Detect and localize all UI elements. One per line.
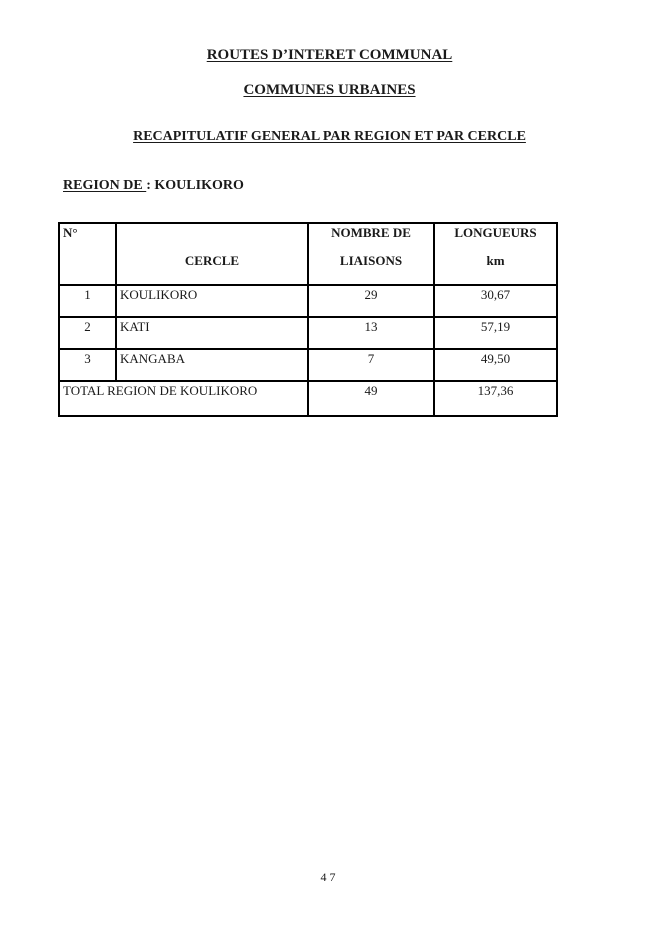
table-row: [59, 285, 557, 317]
header-cercle-spacer: [120, 225, 304, 253]
row-longueur: 30,67: [434, 285, 557, 317]
header-cell-liaisons: [308, 223, 434, 285]
header-liaisons-line1: NOMBRE DE: [331, 225, 411, 240]
header-numero-label: N°: [63, 225, 78, 240]
header-liaisons-line2: LIAISONS: [339, 253, 403, 268]
row-longueur: 49,50: [434, 349, 557, 381]
table-total-row: [59, 381, 557, 416]
page-number: 47: [320, 870, 339, 884]
region-value: KOULIKORO: [154, 178, 244, 193]
row-numero: 1: [59, 285, 116, 317]
header-cell-numero: [59, 223, 116, 285]
row-liaisons: 13: [308, 317, 434, 349]
total-longueur: 137,36: [434, 381, 557, 416]
document-subtitle-communes-text: COMMUNES URBAINES: [243, 82, 416, 98]
region-label: REGION DE: [63, 178, 147, 193]
row-longueur: 57,19: [434, 317, 557, 349]
row-liaisons: 7: [308, 349, 434, 381]
region-separator: :: [146, 178, 155, 193]
row-numero: 3: [59, 349, 116, 381]
document-title: [0, 47, 659, 64]
header-longueurs-line1: LONGUEURS: [454, 225, 537, 240]
row-numero: 2: [59, 317, 116, 349]
table-row: [59, 349, 557, 381]
region-line: [63, 178, 244, 194]
recap-table: [58, 222, 558, 417]
row-cercle: KATI: [116, 317, 308, 349]
header-cercle-label: CERCLE: [184, 253, 240, 268]
header-longueurs-line2: km: [486, 253, 505, 268]
table-row: [59, 317, 557, 349]
total-liaisons: 49: [308, 381, 434, 416]
total-label: TOTAL REGION DE KOULIKORO: [59, 381, 308, 416]
header-cell-longueurs: [434, 223, 557, 285]
document-title-text: ROUTES D’INTERET COMMUNAL: [206, 47, 453, 63]
row-cercle: KANGABA: [116, 349, 308, 381]
document-recap-heading: [0, 129, 659, 145]
header-cell-cercle: [116, 223, 308, 285]
row-liaisons: 29: [308, 285, 434, 317]
table-header-row: [59, 223, 557, 285]
document-subtitle-communes: [0, 82, 659, 99]
row-cercle: KOULIKORO: [116, 285, 308, 317]
document-recap-heading-text: RECAPITULATIF GENERAL PAR REGION ET PAR CERCLE: [133, 129, 526, 144]
